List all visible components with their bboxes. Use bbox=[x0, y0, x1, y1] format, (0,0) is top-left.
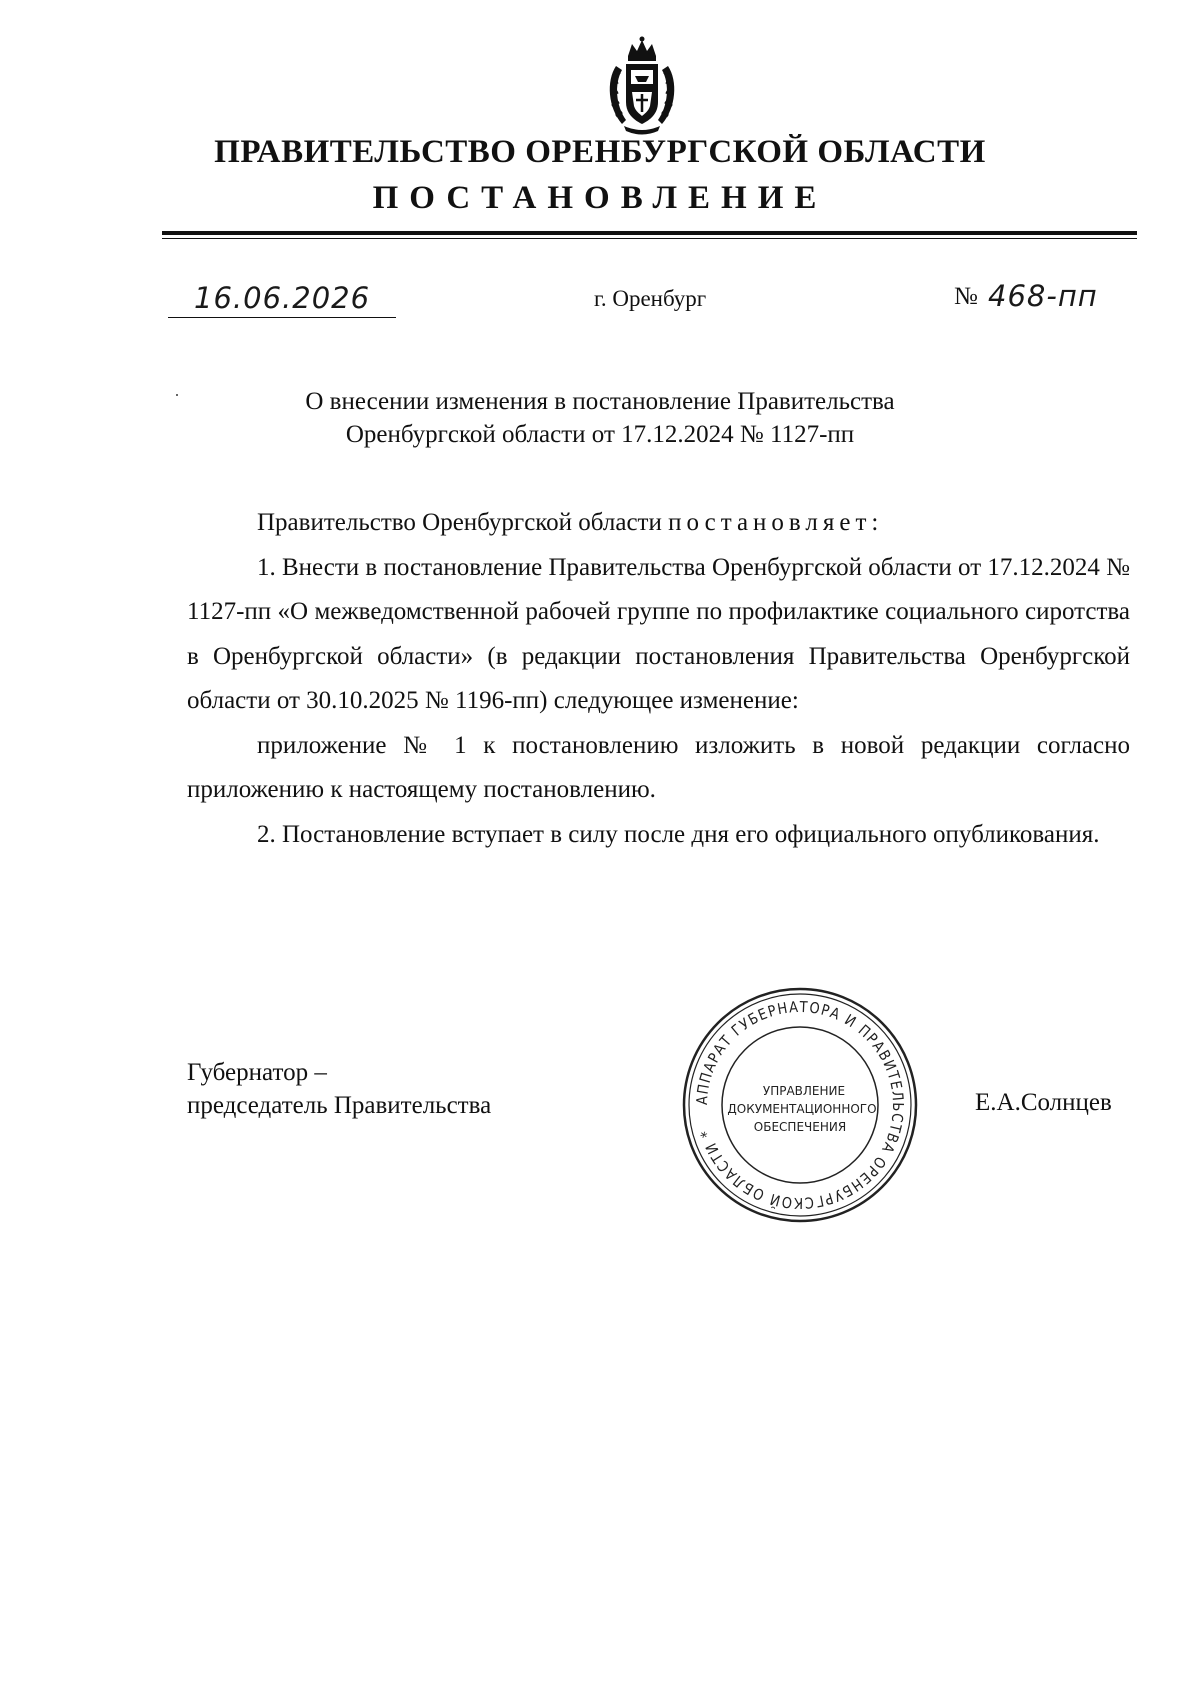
preamble bbox=[187, 501, 1130, 546]
position-line-1: Губернатор – bbox=[187, 1059, 327, 1086]
date-field bbox=[168, 283, 396, 318]
signatory-name: Е.А.Солнцев bbox=[975, 1089, 1112, 1116]
document-title bbox=[0, 385, 1200, 451]
header-rule-thick bbox=[162, 231, 1137, 235]
signatory-position bbox=[187, 1056, 491, 1122]
number-sign: № bbox=[954, 283, 978, 310]
item-1-detail: приложение № 1 к постановлению изложить в новой редакции согласно приложению к настоящему постановлению. bbox=[187, 731, 1130, 803]
item-1: 1. Внести в постановление Правительства Оренбургской области от 17.12.2024 № 1127-пп «О межведомственной рабочей группе по профилактике социального сиротства в Оренбургской области» (в редакции постановления Правительства Оренбургской области от 30.10.2025 № 1196-пп) следующее изменение: bbox=[187, 553, 1130, 714]
stamp-inner-line-1: УПРАВЛЕНИЕ bbox=[762, 1084, 846, 1098]
preamble-prefix: Правительство Оренбургской области bbox=[257, 509, 662, 536]
coat-of-arms-icon bbox=[602, 36, 682, 136]
stamp-outer-text: АППАРАТ ГУБЕРНАТОРА И ПРАВИТЕЛЬСТВА ОРЕНБУРГСКОЙ ОБЛАСТИ * bbox=[692, 997, 908, 1213]
title-line-2: Оренбургской области от 17.12.2024 № 1127-пп bbox=[345, 421, 855, 448]
header-rule-thin bbox=[162, 238, 1137, 239]
preamble-verb: постановляет: bbox=[668, 509, 884, 536]
city-label: г. Оренбург bbox=[594, 286, 707, 311]
item-2: 2. Постановление вступает в силу после дня его официального опубликования. bbox=[257, 820, 1100, 848]
document-number: 468-пп bbox=[988, 279, 1098, 313]
official-stamp bbox=[680, 985, 920, 1225]
organization-name: ПРАВИТЕЛЬСТВО ОРЕНБУРГСКОЙ ОБЛАСТИ bbox=[214, 134, 986, 170]
document-body bbox=[187, 501, 1130, 857]
stamp-inner-line-2: ДОКУМЕНТАЦИОННОГО bbox=[727, 1102, 877, 1116]
document-type: ПОСТАНОВЛЕНИЕ bbox=[372, 180, 828, 216]
position-line-2: председатель Правительства bbox=[187, 1092, 492, 1119]
stamp-inner-line-3: ОБЕСПЕЧЕНИЯ bbox=[753, 1120, 847, 1134]
document-date: 16.06.2026 bbox=[194, 281, 371, 315]
title-line-1: О внесении изменения в постановление Правительства bbox=[305, 388, 895, 415]
